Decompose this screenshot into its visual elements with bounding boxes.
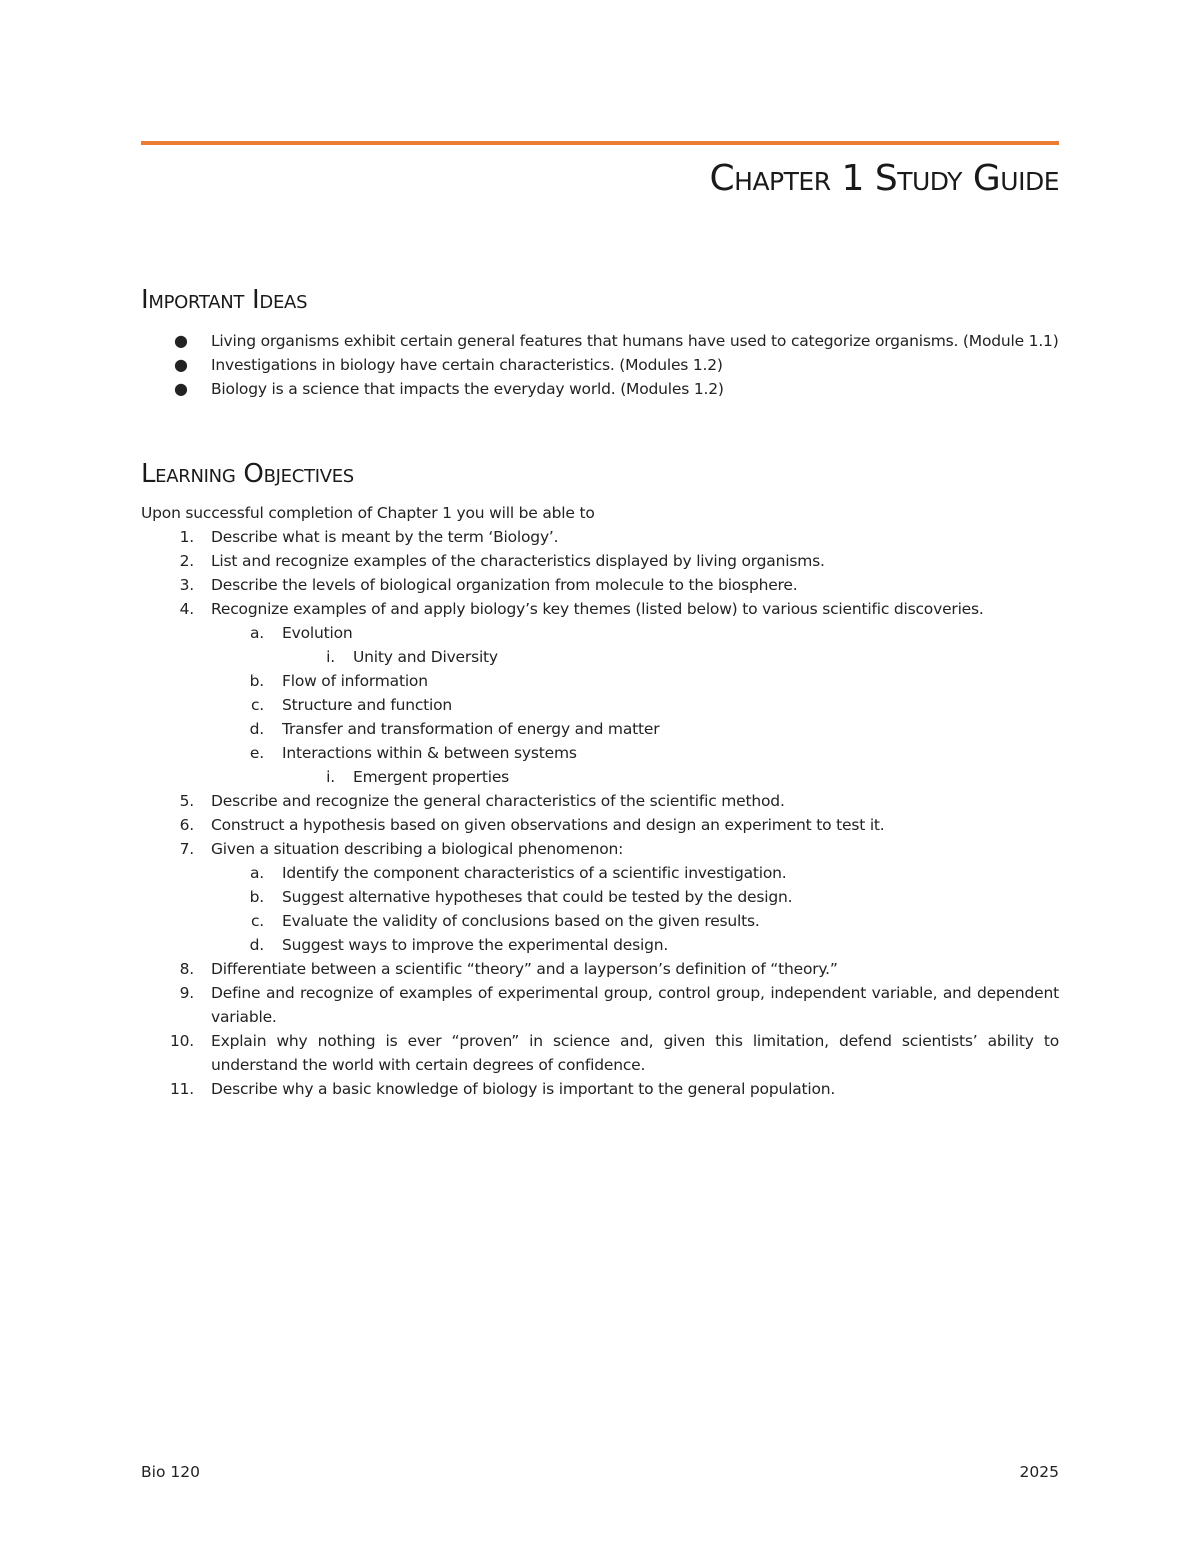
objective-marker: a. — [249, 864, 264, 882]
objective-text: List and recognize examples of the characteristics displayed by living organisms. — [211, 552, 825, 570]
objective-item — [141, 813, 1059, 837]
objective-marker: 11. — [169, 1080, 194, 1098]
objective-text: Flow of information — [282, 672, 428, 690]
page-title: Chapter 1 Study Guide — [709, 158, 1059, 199]
objective-text: Transfer and transformation of energy and matter — [282, 720, 660, 738]
objective-text: Evolution — [282, 624, 353, 642]
objective-item — [141, 957, 1059, 981]
objective-marker: 9. — [179, 984, 194, 1002]
objective-marker: a. — [249, 624, 264, 642]
objective-text: Describe why a basic knowledge of biology is important to the general population. — [211, 1080, 836, 1098]
objective-item — [141, 549, 1059, 573]
objective-marker: i. — [326, 768, 335, 786]
objective-item — [141, 669, 1059, 693]
objective-marker: d. — [249, 720, 264, 738]
objective-text: Describe and recognize the general characteristics of the scientific method. — [211, 792, 785, 810]
objective-text: Differentiate between a scientific “theory” and a layperson’s definition of “theory.” — [211, 960, 838, 978]
objective-item — [141, 765, 1059, 789]
footer-course: Bio 120 — [141, 1463, 200, 1481]
objective-item — [141, 789, 1059, 813]
learning-objectives-heading: Learning Objectives — [141, 459, 354, 489]
objective-text: Describe what is meant by the term ‘Biology’. — [211, 528, 559, 546]
objective-item — [141, 573, 1059, 597]
objective-item — [141, 885, 1059, 909]
list-item: ● Living organisms exhibit certain general features that humans have used to categorize organisms. (Module 1.1) — [141, 329, 1059, 353]
objective-marker: d. — [249, 936, 264, 954]
objective-marker: 7. — [179, 840, 194, 858]
objective-item — [141, 693, 1059, 717]
objective-marker: 3. — [179, 576, 194, 594]
objective-text: Unity and Diversity — [353, 648, 498, 666]
objective-item — [141, 717, 1059, 741]
objective-item — [141, 981, 1059, 1029]
objective-item — [141, 741, 1059, 765]
objective-item — [141, 837, 1059, 861]
objective-text: Interactions within & between systems — [282, 744, 577, 762]
objectives-intro: Upon successful completion of Chapter 1 you will be able to — [141, 504, 595, 522]
objective-item — [141, 1077, 1059, 1101]
title-rule — [141, 141, 1059, 145]
objective-text: Define and recognize of examples of experimental group, control group, independent variable, and dependent variable. — [211, 984, 1059, 1026]
objective-marker: 10. — [169, 1032, 194, 1050]
objective-item — [141, 645, 1059, 669]
objective-text: Construct a hypothesis based on given observations and design an experiment to test it. — [211, 816, 885, 834]
objective-text: Emergent properties — [353, 768, 510, 786]
bullet-icon: ● — [174, 355, 188, 374]
objective-marker: e. — [249, 744, 264, 762]
objective-marker: b. — [249, 672, 264, 690]
objectives-list — [141, 525, 1059, 1101]
objective-marker: 1. — [179, 528, 194, 546]
objective-item — [141, 597, 1059, 621]
objective-item — [141, 621, 1059, 645]
important-ideas-section — [141, 329, 1059, 401]
objective-marker: b. — [249, 888, 264, 906]
objective-marker: 4. — [179, 600, 194, 618]
objective-marker: 5. — [179, 792, 194, 810]
list-item: ● Biology is a science that impacts the everyday world. (Modules 1.2) — [141, 377, 1059, 401]
objective-marker: 2. — [179, 552, 194, 570]
footer-year: 2025 — [1019, 1463, 1059, 1481]
important-ideas-heading: Important Ideas — [141, 285, 308, 315]
objective-item — [141, 933, 1059, 957]
objective-text: Identify the component characteristics of a scientific investigation. — [282, 864, 787, 882]
bullet-icon: ● — [174, 331, 188, 350]
list-item: ● Investigations in biology have certain characteristics. (Modules 1.2) — [141, 353, 1059, 377]
objective-text: Suggest alternative hypotheses that could be tested by the design. — [282, 888, 793, 906]
objective-text: Explain why nothing is ever “proven” in science and, given this limitation, defend scientists’ ability to understand the world with certain degrees of confidence. — [211, 1032, 1059, 1074]
objective-marker: c. — [250, 696, 264, 714]
objective-marker: c. — [250, 912, 264, 930]
objective-item — [141, 861, 1059, 885]
objective-marker: 6. — [179, 816, 194, 834]
objective-text: Structure and function — [282, 696, 453, 714]
objective-text: Describe the levels of biological organization from molecule to the biosphere. — [211, 576, 798, 594]
objective-text: Recognize examples of and apply biology’s key themes (listed below) to various scientific discoveries. — [211, 600, 984, 618]
objective-item — [141, 909, 1059, 933]
objective-item — [141, 525, 1059, 549]
bullet-icon: ● — [174, 379, 188, 398]
important-ideas-list — [141, 329, 1059, 401]
learning-objectives-section — [141, 501, 1059, 1101]
objective-item — [141, 1029, 1059, 1077]
objective-text: Given a situation describing a biological phenomenon: — [211, 840, 624, 858]
objective-text: Evaluate the validity of conclusions based on the given results. — [282, 912, 760, 930]
objective-text: Suggest ways to improve the experimental design. — [282, 936, 669, 954]
objective-marker: i. — [326, 648, 335, 666]
objective-marker: 8. — [179, 960, 194, 978]
